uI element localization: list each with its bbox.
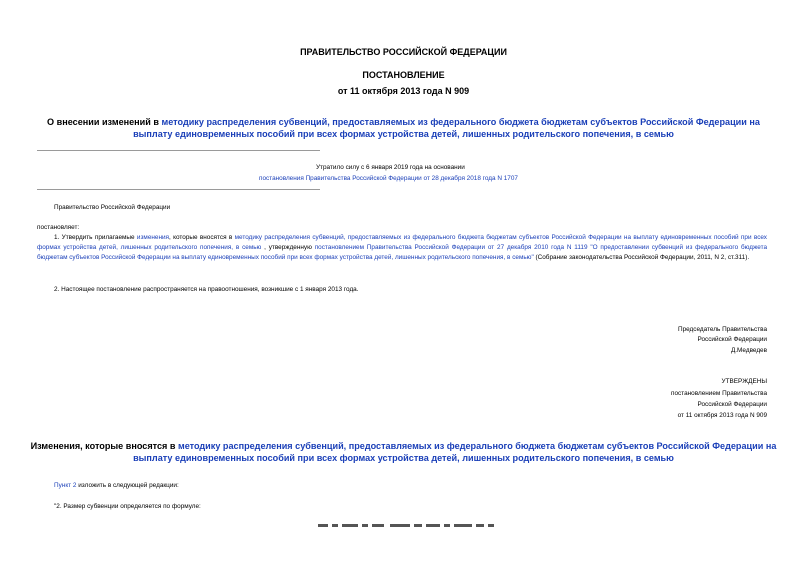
approved-line4: от 11 октября 2013 года N 909 (677, 412, 767, 419)
approved-line2: постановлением Правительства (671, 390, 767, 397)
p1-text-b: , которые вносятся в (169, 234, 235, 241)
government-heading: ПРАВИТЕЛЬСТВО РОССИЙСКОЙ ФЕДЕРАЦИИ (300, 47, 507, 57)
changes-title-prefix: Изменения, которые вносятся в (30, 441, 178, 451)
p1-text-a: 1. Утвердить прилагаемые (54, 234, 137, 241)
title-prefix: О внесении изменений в (47, 117, 162, 127)
document-title (30, 116, 777, 140)
paragraph-1 (37, 233, 767, 263)
item-2-link[interactable]: Пункт 2 (54, 482, 77, 489)
divider-bottom (37, 189, 320, 190)
approved-line1: УТВЕРЖДЕНЫ (721, 378, 767, 385)
lost-force-note: Утратило силу с 6 января 2019 года на основании (316, 164, 465, 171)
signature-line2: Российской Федерации (697, 336, 767, 343)
signature-line1: Председатель Правительства (678, 326, 767, 333)
changes-quote: "2. Размер субвенции определяется по формуле: (54, 503, 201, 510)
title-methodology-link-cont[interactable]: выплату единовременных пособий при всех формах устройства детей, лишенных родительского попечения, в семью (133, 129, 674, 139)
paragraph-2: 2. Настоящее постановление распространяется на правоотношения, возникшие с 1 января 2013 года. (54, 286, 359, 293)
divider-top (37, 150, 320, 151)
changes-item-text: изложить в следующей редакции: (76, 482, 179, 489)
p1-text-d: (Собрание законодательства Российской Федерации, 2011, N 2, ст.311). (533, 254, 750, 261)
document-date-number: от 11 октября 2013 года N 909 (337, 86, 470, 96)
methodology-link[interactable]: методику распределения субвенций, предоставляемых из федерального бюджета бюджетам субъектов Российской Федерации на выплату единовременных пособий при всех формах устройства детей, лишенных родительского попечения, в семью (37, 234, 767, 251)
signature-block (467, 325, 767, 356)
changes-title-link[interactable]: методику распределения субвенций, предоставляемых из федерального бюджета бюджетам субъектов Российской Федерации на (177, 441, 777, 451)
resolution-1119-link[interactable]: постановлением Правительства Российской Федерации от 27 декабря 2010 года N 1119 "О предоставлении субвенций из федерального бюджета бюджетам субъектов Российской Федерации на выплату единовременных пособий при всех формах устройства детей, лишенных родительского попечения, в семью" (37, 244, 768, 261)
approved-line3: Российской Федерации (697, 401, 767, 408)
changes-title (30, 440, 777, 464)
issuer: Правительство Российской Федерации (54, 204, 171, 211)
changes-link[interactable]: изменения (136, 234, 170, 241)
formula-image (318, 521, 494, 531)
basis-resolution-link[interactable]: постановления Правительства Российской Федерации от 28 декабря 2018 года N 1707 (259, 175, 518, 182)
document-type: ПОСТАНОВЛЕНИЕ (362, 70, 445, 80)
resolves-label: постановляет: (37, 224, 80, 231)
signature-name: Д.Медведев (730, 347, 767, 354)
approved-block (467, 377, 767, 421)
changes-title-link-cont[interactable]: выплату единовременных пособий при всех формах устройства детей, лишенных родительского попечения, в семью (133, 453, 674, 463)
title-methodology-link[interactable]: методику распределения субвенций, предоставляемых из федерального бюджета бюджетам субъектов Российской Федерации на (161, 117, 760, 127)
p1-text-c: , утвержденную (261, 244, 315, 251)
changes-item (54, 481, 179, 491)
